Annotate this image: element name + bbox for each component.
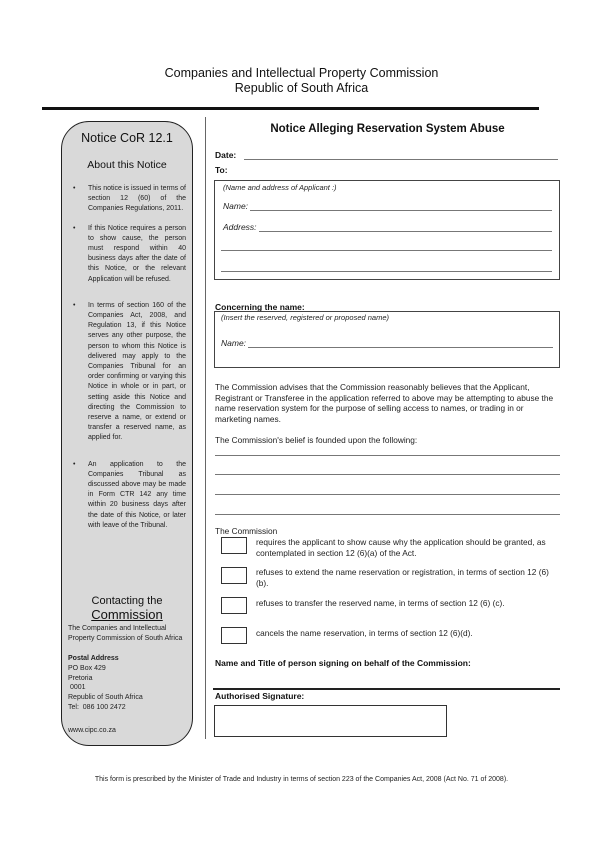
notice-number: Notice CoR 12.1 bbox=[81, 131, 173, 145]
checkbox-refuse-extend[interactable] bbox=[221, 567, 247, 584]
concerning-box bbox=[214, 311, 560, 368]
applicant-name-field[interactable] bbox=[250, 210, 552, 211]
applicant-caption: (Name and address of Applicant :) bbox=[223, 183, 337, 192]
header-divider bbox=[42, 107, 539, 110]
document-header bbox=[0, 66, 603, 96]
header-country: Republic of South Africa bbox=[234, 81, 369, 95]
telephone: Tel: 086 100 2472 bbox=[68, 703, 126, 711]
checkbox-refuse-transfer[interactable] bbox=[221, 597, 247, 614]
postal-line: 0001 bbox=[68, 684, 86, 692]
postal-address-label: Postal Address bbox=[68, 655, 119, 662]
about-notice-sidebar bbox=[61, 121, 193, 746]
form-title: Notice Alleging Reservation System Abuse bbox=[270, 123, 505, 135]
signature-divider bbox=[213, 688, 560, 690]
option-show-cause: requires the applicant to show cause why the application should be granted, as contemplated in section 12 (6)(a) of the Act. bbox=[256, 537, 546, 558]
belief-label: The Commission's belief is founded upon the following: bbox=[215, 435, 418, 445]
belief-line[interactable] bbox=[215, 494, 560, 495]
list-item: • If this Notice requires a person to show cause, the person must respond within 40 business days after the date of this Notice, or the relevant Application will be refused. bbox=[73, 224, 186, 283]
applicant-box bbox=[214, 180, 560, 280]
concerning-label: Concerning the name: bbox=[215, 302, 305, 312]
footer-note: This form is prescribed by the Minister of Trade and Industry in terms of section 223 of the Companies Act, 2008 (Act No. 71 of 2008). bbox=[94, 776, 509, 783]
concerning-caption: (Insert the reserved, registered or proposed name) bbox=[221, 313, 389, 322]
header-organisation: Companies and Intellectual Property Commission bbox=[164, 66, 439, 80]
bullet-icon: • bbox=[73, 460, 76, 468]
signing-label: Name and Title of person signing on behalf of the Commission: bbox=[215, 658, 471, 668]
postal-line: PO Box 429 bbox=[68, 664, 106, 672]
date-field[interactable] bbox=[244, 159, 558, 160]
about-notice-heading: About this Notice bbox=[87, 159, 167, 171]
applicant-address-line[interactable] bbox=[221, 271, 552, 272]
concerning-name-field[interactable] bbox=[248, 347, 553, 348]
applicant-address-label: Address: bbox=[223, 222, 257, 232]
advise-paragraph: The Commission advises that the Commission reasonably believes that the Applicant, Registrant or Transferee in the application referred to above may be attempting to abuse the name reservation system for the purpose of selling access to names, or trading in or marketing names. bbox=[215, 382, 554, 424]
signature-box[interactable] bbox=[214, 705, 447, 737]
applicant-address-field[interactable] bbox=[259, 231, 552, 232]
commission-label: The Commission bbox=[215, 526, 278, 536]
belief-line[interactable] bbox=[215, 474, 560, 475]
postal-line: Republic of South Africa bbox=[68, 694, 143, 702]
belief-line[interactable] bbox=[215, 455, 560, 456]
bullet-icon: • bbox=[73, 224, 76, 232]
applicant-name-label: Name: bbox=[223, 201, 249, 211]
option-cancel: cancels the name reservation, in terms of section 12 (6)(d). bbox=[256, 628, 473, 638]
checkbox-cancel[interactable] bbox=[221, 627, 247, 644]
postal-address bbox=[68, 654, 192, 713]
to-label: To: bbox=[215, 165, 228, 175]
date-label: Date: bbox=[215, 150, 237, 160]
website-link[interactable]: www.cipc.co.za bbox=[68, 727, 116, 734]
contact-heading-commission: Commission bbox=[91, 607, 163, 622]
option-refuse-transfer: refuses to transfer the reserved name, in terms of section 12 (6) (c). bbox=[256, 598, 505, 608]
bullet-icon: • bbox=[73, 185, 76, 192]
applicant-address-line[interactable] bbox=[221, 250, 552, 251]
contact-organisation: The Companies and Intellectual Property Commission of South Africa bbox=[68, 625, 183, 642]
list-item: • In terms of section 160 of the Companies Act, 2008, and Regulation 13, if this Notice serves any other purpose, the person to whom this Notice is delivered may apply to the Companies Tribunal for an order confirming or varying this Notice in whole or in part, or setting aside this Notice and directing the Commission to reserve a name, or extend or transfer a reserved name, as applied for. bbox=[73, 301, 186, 442]
about-notice-list bbox=[71, 184, 186, 540]
bullet-icon: • bbox=[73, 301, 76, 309]
concerning-name-label: Name: bbox=[221, 338, 247, 348]
signature-label: Authorised Signature: bbox=[215, 691, 305, 701]
list-item: • An application to the Companies Tribunal as discussed above may be made in Form CTR 142 any time within 20 business days after the date of this Notice, or later with leave of the Tribunal. bbox=[73, 460, 186, 529]
checkbox-show-cause[interactable] bbox=[221, 537, 247, 554]
list-item: • This notice is issued in terms of section 12 (60) of the Companies Regulations, 2011. bbox=[73, 185, 186, 213]
belief-line[interactable] bbox=[215, 514, 560, 515]
column-divider bbox=[205, 117, 206, 739]
postal-line: Pretoria bbox=[68, 674, 93, 682]
contact-heading: Contacting the Commission bbox=[62, 594, 192, 622]
option-refuse-extend: refuses to extend the name reservation or registration, in terms of section 12 (6)(b). bbox=[256, 567, 549, 588]
